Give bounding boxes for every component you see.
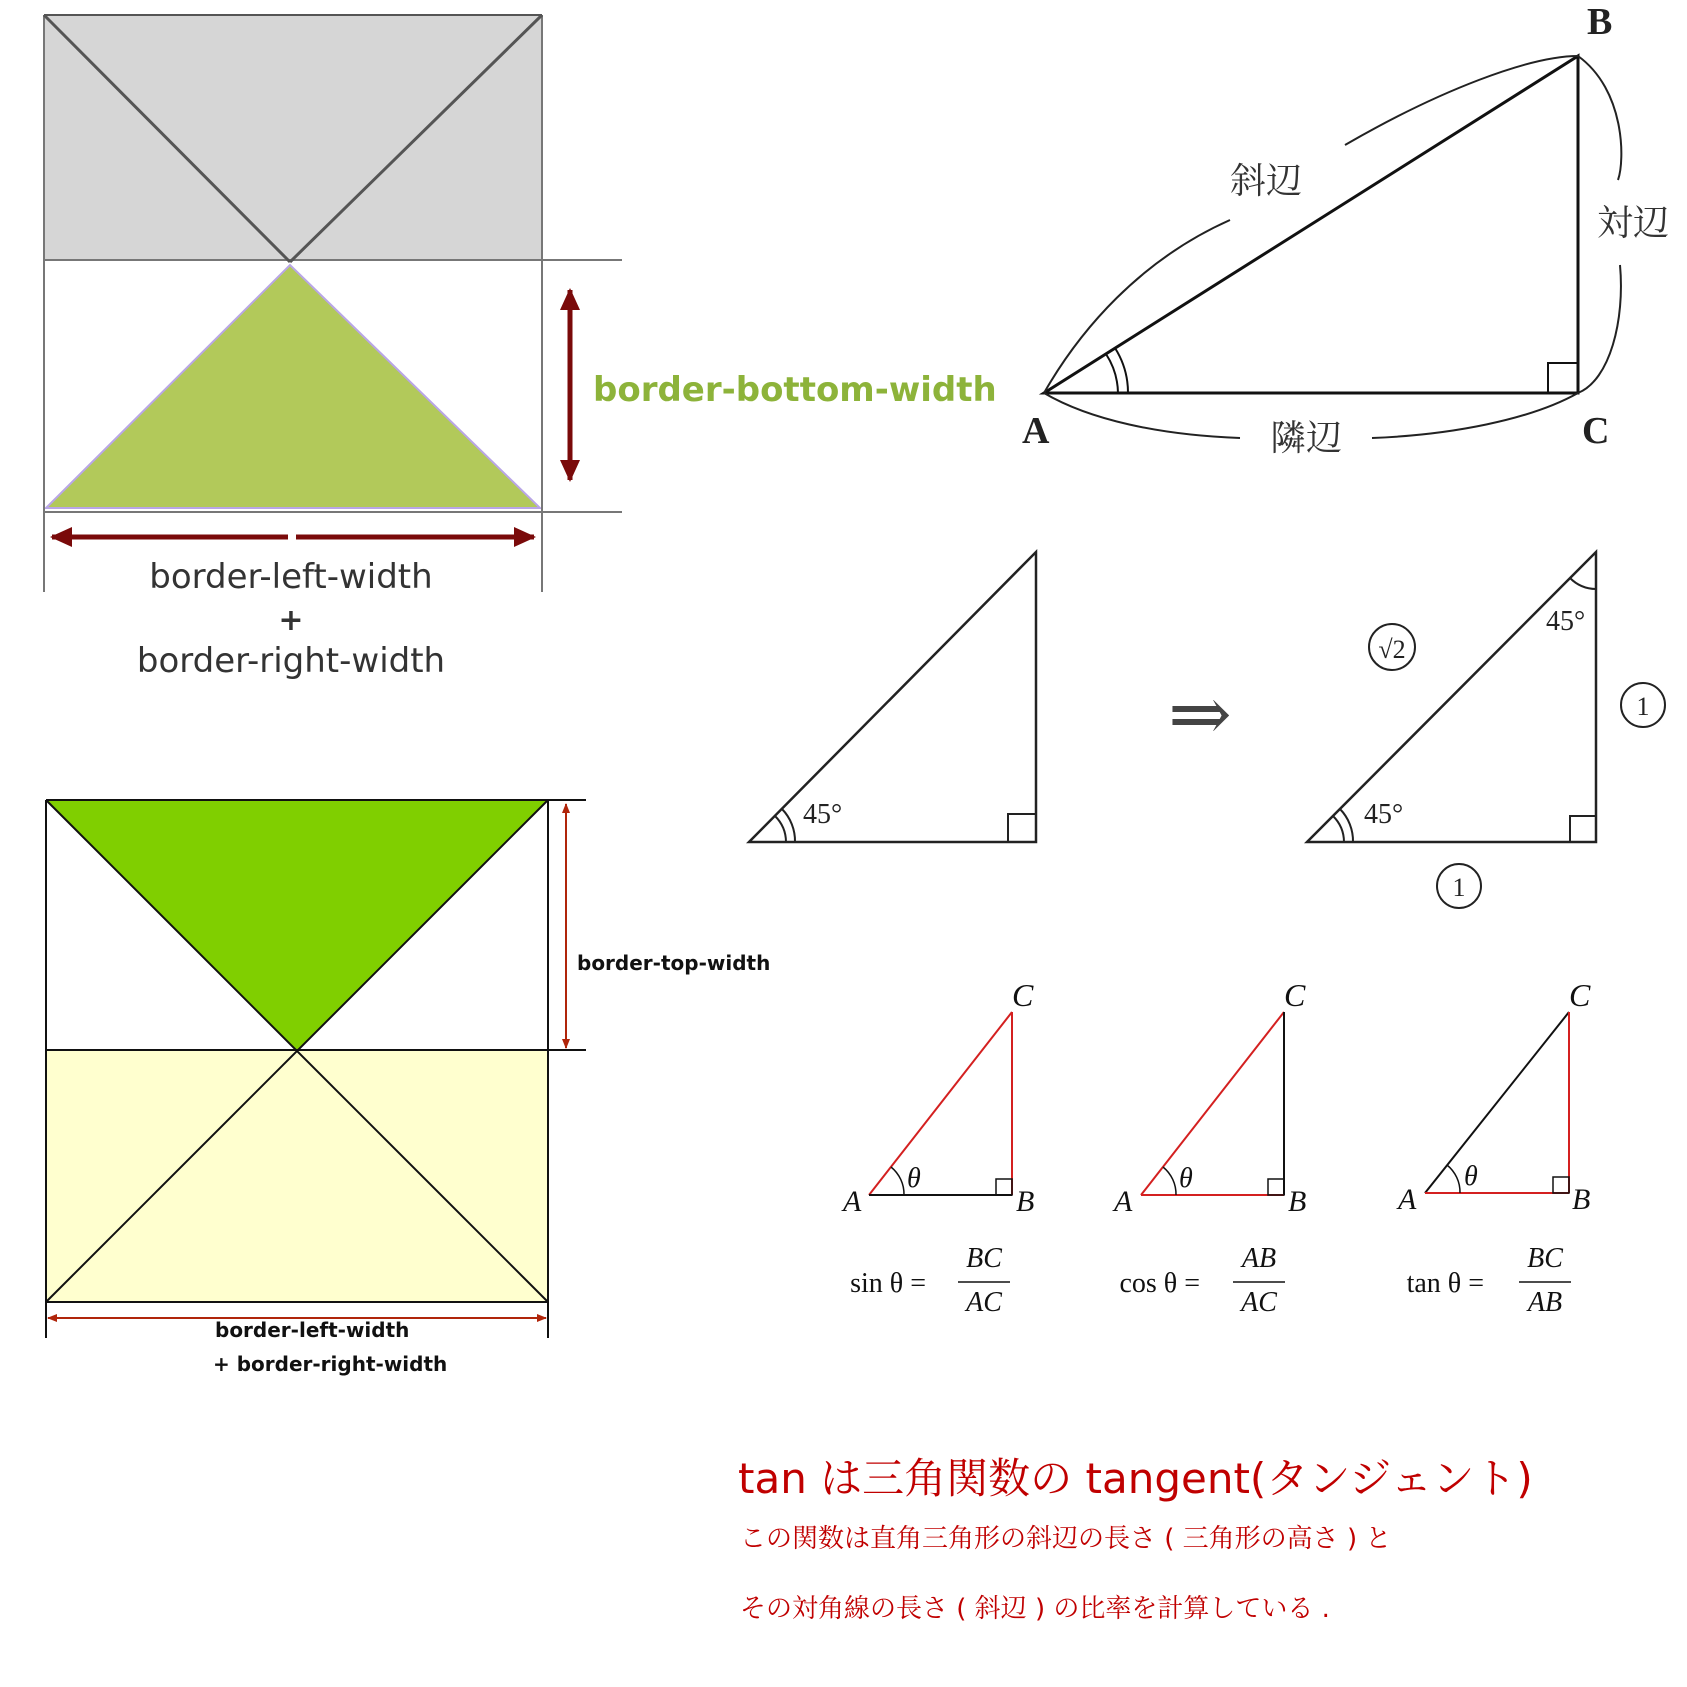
- vertex-b-label: B: [1572, 1183, 1591, 1216]
- sin-numerator: BC: [966, 1243, 1002, 1274]
- hypotenuse-brace-high: [1345, 56, 1578, 145]
- theta-arc: [1163, 1167, 1176, 1195]
- tan-formula: tan θ =: [1406, 1268, 1484, 1299]
- vertex-c-label: C: [1012, 977, 1034, 1013]
- hypotenuse-edge: [869, 1012, 1012, 1195]
- left-45-triangle: [749, 552, 1036, 842]
- right-angle-mark: [1548, 363, 1578, 393]
- plus-label: +: [278, 603, 304, 638]
- cos-triangle: [1112, 977, 1306, 1318]
- left-angle-arc-1: [775, 816, 786, 842]
- border-diagram-1: [44, 15, 997, 681]
- special-triangle-diagram: [749, 552, 1665, 908]
- border-right-width-label: border-right-width: [136, 641, 446, 681]
- theta-label: θ: [1464, 1161, 1478, 1192]
- theta-arc: [1447, 1165, 1460, 1193]
- tan-numerator: BC: [1527, 1243, 1563, 1274]
- hypotenuse-edge: [1141, 1012, 1284, 1195]
- right-angle-arc-1: [1333, 816, 1344, 842]
- left-angle-arc-2: [782, 809, 795, 842]
- border-top-width-label: border-top-width: [577, 951, 771, 975]
- vertex-c-label: C: [1284, 977, 1306, 1013]
- vertex-b-label: B: [1016, 1185, 1035, 1218]
- adjacent-label: 隣辺: [1270, 418, 1343, 459]
- vertex-b-label: B: [1587, 1, 1613, 43]
- right-angle-mark: [1553, 1177, 1569, 1193]
- right-side-length-label: 1: [1636, 692, 1650, 721]
- theta-arc: [891, 1167, 904, 1195]
- implies-arrow: ⇒: [1168, 673, 1232, 757]
- tan-denominator: AB: [1527, 1287, 1563, 1318]
- border-bottom-width-label: border-bottom-width: [593, 370, 997, 410]
- explanation-title: tan は三角関数の tangent(タンジェント): [738, 1454, 1533, 1503]
- border-left-width-label: border-left-width: [149, 557, 433, 597]
- border-left-width-label: border-left-width: [215, 1318, 410, 1342]
- right-45-triangle: [1307, 552, 1596, 842]
- hypotenuse-edge: [1425, 1012, 1569, 1193]
- sin-denominator: AC: [966, 1287, 1002, 1318]
- opposite-brace-top: [1578, 56, 1621, 180]
- vertex-a-label: A: [1398, 1183, 1417, 1216]
- theta-label: θ: [907, 1163, 921, 1194]
- right-triangle-abc: [1044, 56, 1578, 393]
- vertex-b-label: B: [1288, 1185, 1307, 1218]
- explanation-line-2: その対角線の長さ ( 斜辺 ) の比率を計算している .: [740, 1594, 1330, 1624]
- cos-numerator: AB: [1241, 1243, 1277, 1274]
- left-angle-label: 45°: [803, 799, 843, 830]
- right-top-angle-label: 45°: [1546, 606, 1586, 637]
- right-bottom-angle-label: 45°: [1364, 799, 1404, 830]
- bottom-border-triangle: [46, 265, 540, 508]
- bottom-border-area: [46, 1050, 548, 1302]
- sin-formula: sin θ =: [850, 1268, 926, 1299]
- vertex-c-label: C: [1569, 977, 1591, 1013]
- left-right-angle-mark: [1008, 814, 1036, 842]
- border-diagram-2: [46, 800, 770, 1376]
- cos-denominator: AC: [1241, 1287, 1277, 1318]
- right-angle-arc-2: [1340, 809, 1353, 842]
- trig-triangle-diagram: [1022, 1, 1669, 459]
- vertex-a-label: A: [1022, 410, 1050, 452]
- vertex-a-label: A: [843, 1185, 862, 1218]
- opposite-brace-bottom: [1578, 265, 1621, 393]
- right-angle-mark: [1268, 1179, 1284, 1195]
- right-right-angle-mark: [1570, 816, 1596, 842]
- sin-triangle: [841, 977, 1034, 1318]
- top-border-triangle: [46, 800, 548, 1050]
- tan-triangle: [1396, 977, 1591, 1318]
- top-border-area: [44, 15, 542, 260]
- bottom-side-length-label: 1: [1452, 873, 1466, 902]
- hypotenuse-brace-low: [1044, 220, 1230, 393]
- theta-label: θ: [1179, 1163, 1193, 1194]
- adjacent-brace-right: [1372, 393, 1578, 438]
- top-angle-arc: [1570, 578, 1596, 589]
- vertex-a-label: A: [1114, 1185, 1133, 1218]
- vertex-c-label: C: [1582, 410, 1610, 452]
- hypotenuse-label: 斜辺: [1230, 161, 1303, 202]
- angle-arc-outer: [1106, 354, 1118, 393]
- right-angle-mark: [996, 1179, 1012, 1195]
- adjacent-brace-left: [1044, 393, 1240, 438]
- cos-formula: cos θ =: [1119, 1268, 1200, 1299]
- explanation-line-1: この関数は直角三角形の斜辺の長さ ( 三角形の高さ ) と: [740, 1524, 1392, 1554]
- hyp-length-label: √2: [1378, 635, 1406, 664]
- border-right-width-label: + border-right-width: [213, 1352, 448, 1376]
- opposite-label: 対辺: [1597, 203, 1670, 244]
